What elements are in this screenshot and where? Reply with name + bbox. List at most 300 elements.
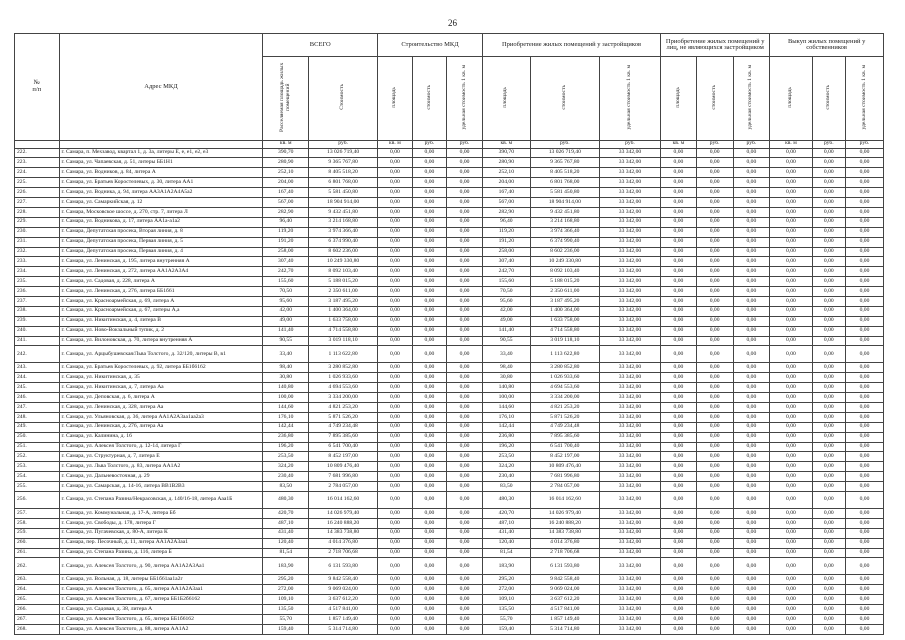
row-address: г. Самара, ул. Алексея Толстого, д. 90, литера АА1А2А3Аа1 (59, 558, 263, 575)
row-value: 33,40 (263, 346, 309, 363)
row-value: 0,00 (696, 198, 733, 208)
row-value: 282,90 (263, 207, 309, 217)
row-value: 5 581 450,80 (530, 188, 599, 198)
row-value: 0,00 (412, 198, 447, 208)
row-value: 0,00 (447, 595, 483, 605)
row-value: 0,00 (846, 148, 884, 158)
row-value: 0,00 (812, 148, 845, 158)
row-value: 10 809 476,40 (309, 462, 378, 472)
row-value: 0,00 (661, 336, 697, 346)
row-value: 14 026 979,40 (309, 508, 378, 518)
row-address: г. Самара, ул. Ленинская, д. 272, литера АА1А2А3А4 (59, 267, 263, 277)
row-value: 176,10 (482, 412, 530, 422)
row-value: 480,30 (482, 491, 530, 508)
row-value: 0,00 (696, 624, 733, 634)
unit-rub: руб. (696, 140, 733, 148)
row-value: 0,00 (812, 548, 845, 558)
row-value: 258,00 (482, 247, 530, 257)
row-value: 0,00 (447, 393, 483, 403)
row-value: 0,00 (846, 336, 884, 346)
header-purchase-dev: Приобретение жилых помещений у застройщиков (482, 34, 660, 57)
row-value: 0,00 (412, 247, 447, 257)
row-value: 0,00 (770, 363, 812, 373)
row-value: 0,00 (661, 148, 697, 158)
row-value: 8 452 197,00 (530, 452, 599, 462)
table-row (15, 207, 884, 217)
row-value: 33 342,00 (599, 257, 660, 267)
row-value: 0,00 (412, 393, 447, 403)
row-address: г. Самара, ул. Садовая, д. 38, литера А (59, 605, 263, 615)
row-value: 0,00 (733, 296, 770, 306)
row-value: 0,00 (812, 287, 845, 297)
row-value: 0,00 (846, 188, 884, 198)
row-value: 0,00 (447, 432, 483, 442)
row-value: 0,00 (661, 605, 697, 615)
row-value: 0,00 (447, 188, 483, 198)
row-value: 0,00 (733, 402, 770, 412)
row-address: г. Самара, ул. Никитинская, д. 4, литера В (59, 316, 263, 326)
row-value: 159,40 (482, 624, 530, 634)
row-value: 0,00 (661, 595, 697, 605)
row-value: 0,00 (378, 624, 413, 634)
row-number: 254. (15, 472, 60, 482)
row-value: 0,00 (696, 383, 733, 393)
table-row (15, 257, 884, 267)
row-value: 0,00 (447, 548, 483, 558)
row-value: 0,00 (812, 306, 845, 316)
row-value: 0,00 (661, 247, 697, 257)
row-value: 33 342,00 (599, 624, 660, 634)
row-number: 235. (15, 277, 60, 287)
row-value: 0,00 (812, 188, 845, 198)
row-address: г. Самара, ул. Пугачевская, д. 80-А, литера К (59, 528, 263, 538)
row-value: 0,00 (412, 306, 447, 316)
row-address: г. Самара, ул. Братьев Коростелевых, д. 92, литера ББ1б6162 (59, 363, 263, 373)
row-value: 282,90 (482, 207, 530, 217)
row-value: 14 026 979,40 (530, 508, 599, 518)
row-value: 0,00 (812, 227, 845, 237)
row-value: 33 342,00 (599, 595, 660, 605)
row-value: 0,00 (696, 491, 733, 508)
sub-cost-total: Стоимость (309, 57, 378, 141)
row-value: 0,00 (696, 432, 733, 442)
row-number: 268. (15, 624, 60, 634)
row-address: г. Самара, ул. Водников, д. 84, литера А (59, 168, 263, 178)
row-value: 0,00 (412, 267, 447, 277)
row-value: 0,00 (661, 296, 697, 306)
table-row (15, 198, 884, 208)
row-address: г. Самара, ул. Алексея Толстого, д. 65, литера ББ1б6162 (59, 615, 263, 625)
row-value: 0,00 (846, 595, 884, 605)
unit-rub: руб. (812, 140, 845, 148)
table-row (15, 482, 884, 492)
row-value: 33 342,00 (599, 422, 660, 432)
row-number: 229. (15, 217, 60, 227)
row-value: 0,00 (412, 432, 447, 442)
row-value: 0,00 (447, 462, 483, 472)
unit-rub: руб. (447, 140, 483, 148)
row-value: 0,00 (733, 267, 770, 277)
table-row (15, 237, 884, 247)
row-value: 0,00 (696, 482, 733, 492)
row-value: 0,00 (447, 277, 483, 287)
row-value: 196,20 (482, 442, 530, 452)
row-value: 6 374 990,40 (309, 237, 378, 247)
row-value: 0,00 (733, 198, 770, 208)
row-value: 0,00 (378, 346, 413, 363)
row-value: 141,40 (482, 326, 530, 336)
row-value: 0,00 (770, 178, 812, 188)
row-value: 0,00 (733, 326, 770, 336)
row-value: 119,20 (482, 227, 530, 237)
row-value: 0,00 (447, 168, 483, 178)
row-value: 0,00 (696, 575, 733, 585)
row-value: 33 342,00 (599, 237, 660, 247)
row-value: 480,30 (263, 491, 309, 508)
row-value: 96,40 (482, 217, 530, 227)
table-row (15, 442, 884, 452)
table-row (15, 422, 884, 432)
row-number: 224. (15, 168, 60, 178)
row-value: 0,00 (696, 326, 733, 336)
row-value: 6 131 593,80 (530, 558, 599, 575)
row-value: 0,00 (412, 188, 447, 198)
row-value: 2 718 706,68 (309, 548, 378, 558)
row-value: 0,00 (846, 472, 884, 482)
row-value: 30,80 (482, 373, 530, 383)
row-value: 16 240 888,20 (530, 518, 599, 528)
row-value: 0,00 (661, 491, 697, 508)
row-value: 0,00 (412, 257, 447, 267)
row-value: 0,00 (770, 518, 812, 528)
row-value: 0,00 (378, 316, 413, 326)
row-value: 0,00 (412, 472, 447, 482)
row-value: 0,00 (770, 188, 812, 198)
row-number: 241. (15, 336, 60, 346)
unit-rub: руб. (599, 140, 660, 148)
row-value: 0,00 (733, 363, 770, 373)
row-value: 0,00 (696, 373, 733, 383)
row-value: 0,00 (812, 585, 845, 595)
row-value: 4 517 841,00 (530, 605, 599, 615)
row-value: 0,00 (733, 615, 770, 625)
row-value: 2 784 057,00 (309, 482, 378, 492)
table-row (15, 508, 884, 518)
row-address: г. Самара, ул. Алексея Толстого, д. 67, литера ББ1Б2б6162 (59, 595, 263, 605)
row-value: 0,00 (447, 237, 483, 247)
row-value: 0,00 (661, 575, 697, 585)
table-row (15, 558, 884, 575)
table-row (15, 432, 884, 442)
row-value: 0,00 (378, 605, 413, 615)
row-value: 4 694 553,60 (530, 383, 599, 393)
table-row (15, 595, 884, 605)
row-value: 9 432 451,80 (530, 207, 599, 217)
row-value: 96,40 (263, 217, 309, 227)
sub-area-dev: площадь (482, 57, 530, 141)
row-address: г. Самара, ул. Коммунальная, д. 17-А, литера Бб (59, 508, 263, 518)
row-address: г. Самара, ул. Свободы, д. 178, литера Г (59, 518, 263, 528)
row-value: 42,00 (263, 306, 309, 316)
row-value: 8 405 518,20 (530, 168, 599, 178)
row-value: 30,80 (263, 373, 309, 383)
table-row (15, 287, 884, 297)
row-value: 0,00 (846, 237, 884, 247)
row-value: 0,00 (378, 188, 413, 198)
row-value: 0,00 (812, 158, 845, 168)
row-value: 390,70 (482, 148, 530, 158)
row-value: 155,60 (263, 277, 309, 287)
row-value: 0,00 (733, 306, 770, 316)
row-value: 420,70 (263, 508, 309, 518)
row-value: 0,00 (696, 217, 733, 227)
row-value: 0,00 (447, 336, 483, 346)
row-value: 0,00 (661, 432, 697, 442)
row-value: 0,00 (378, 148, 413, 158)
row-value: 0,00 (412, 373, 447, 383)
row-value: 0,00 (846, 267, 884, 277)
row-value: 0,00 (378, 595, 413, 605)
header-buyout: Выкуп жилых помещений у собственников (770, 34, 884, 57)
row-value: 0,00 (812, 558, 845, 575)
row-value: 42,00 (482, 306, 530, 316)
row-value: 33 342,00 (599, 306, 660, 316)
row-value: 0,00 (412, 538, 447, 548)
row-value: 0,00 (447, 257, 483, 267)
row-value: 0,00 (696, 237, 733, 247)
row-value: 0,00 (661, 306, 697, 316)
row-address: г. Самара, ул. Ленинская, д. 328, литера Аа (59, 402, 263, 412)
row-value: 0,00 (733, 472, 770, 482)
row-value: 33 342,00 (599, 178, 660, 188)
row-value: 2 350 611,00 (309, 287, 378, 297)
row-value: 4 014 376,80 (309, 538, 378, 548)
row-value: 0,00 (412, 558, 447, 575)
row-value: 0,00 (696, 412, 733, 422)
row-value: 0,00 (846, 528, 884, 538)
row-value: 0,00 (661, 207, 697, 217)
row-value: 252,10 (263, 168, 309, 178)
row-value: 9 842 558,40 (530, 575, 599, 585)
row-value: 0,00 (770, 472, 812, 482)
row-value: 0,00 (812, 575, 845, 585)
row-value: 0,00 (447, 346, 483, 363)
sub-area-nondev: площадь (661, 57, 697, 141)
sub-cost-dev: стоимость (530, 57, 599, 141)
row-value: 33 342,00 (599, 538, 660, 548)
row-value: 0,00 (661, 237, 697, 247)
sub-area-constr: площадь (378, 57, 413, 141)
row-value: 0,00 (812, 247, 845, 257)
table-row (15, 615, 884, 625)
row-address: г. Самара, ул. Красноармейская, д. 67, литеры А,а (59, 306, 263, 316)
row-value: 0,00 (378, 491, 413, 508)
row-value: 0,00 (378, 336, 413, 346)
row-value: 0,00 (770, 402, 812, 412)
row-value: 0,00 (378, 432, 413, 442)
row-value: 0,00 (447, 585, 483, 595)
row-value: 0,00 (661, 363, 697, 373)
row-number: 257. (15, 508, 60, 518)
row-value: 0,00 (378, 412, 413, 422)
sub-cost-nondev: стоимость (696, 57, 733, 141)
row-value: 0,00 (770, 528, 812, 538)
row-value: 0,00 (733, 336, 770, 346)
unit-sqm: кв. м (263, 140, 309, 148)
row-value: 0,00 (447, 158, 483, 168)
row-value: 70,50 (482, 287, 530, 297)
row-value: 295,20 (263, 575, 309, 585)
row-value: 0,00 (770, 482, 812, 492)
row-value: 0,00 (447, 558, 483, 575)
row-value: 0,00 (412, 346, 447, 363)
row-value: 0,00 (812, 178, 845, 188)
row-value: 0,00 (770, 508, 812, 518)
row-value: 6 801 768,00 (309, 178, 378, 188)
row-value: 0,00 (846, 326, 884, 336)
row-value: 0,00 (846, 346, 884, 363)
row-value: 0,00 (696, 188, 733, 198)
row-value: 0,00 (733, 508, 770, 518)
row-value: 0,00 (447, 508, 483, 518)
row-value: 33 342,00 (599, 296, 660, 306)
row-value: 0,00 (812, 508, 845, 518)
row-value: 0,00 (378, 306, 413, 316)
row-number: 237. (15, 296, 60, 306)
unit-blank (59, 140, 263, 148)
row-value: 4 821 253,20 (309, 402, 378, 412)
row-value: 10 809 476,40 (530, 462, 599, 472)
row-value: 9 069 024,00 (530, 585, 599, 595)
row-number: 252. (15, 452, 60, 462)
row-value: 8 092 103,40 (309, 267, 378, 277)
row-value: 95,60 (263, 296, 309, 306)
row-value: 0,00 (733, 158, 770, 168)
row-address: г. Самара, ул. Садовая, д. 228, литера А (59, 277, 263, 287)
table-row (15, 316, 884, 326)
row-value: 3 974 366,40 (530, 227, 599, 237)
row-value: 0,00 (733, 346, 770, 363)
row-value: 81,54 (482, 548, 530, 558)
row-value: 0,00 (846, 615, 884, 625)
row-value: 0,00 (378, 472, 413, 482)
row-value: 0,00 (770, 247, 812, 257)
table-row (15, 538, 884, 548)
row-value: 0,00 (733, 393, 770, 403)
row-number: 251. (15, 442, 60, 452)
row-value: 0,00 (696, 296, 733, 306)
row-value: 98,40 (482, 363, 530, 373)
row-value: 0,00 (661, 482, 697, 492)
row-value: 141,40 (263, 326, 309, 336)
row-value: 0,00 (733, 432, 770, 442)
row-value: 3 280 852,80 (309, 363, 378, 373)
row-value: 0,00 (447, 402, 483, 412)
row-value: 487,10 (482, 518, 530, 528)
row-value: 0,00 (812, 538, 845, 548)
row-value: 33 342,00 (599, 605, 660, 615)
row-value: 7 681 996,80 (309, 472, 378, 482)
row-value: 16 014 162,60 (530, 491, 599, 508)
table-row (15, 363, 884, 373)
row-number: 263. (15, 575, 60, 585)
row-value: 0,00 (812, 595, 845, 605)
row-value: 0,00 (661, 168, 697, 178)
row-value: 0,00 (661, 217, 697, 227)
row-value: 196,20 (263, 442, 309, 452)
row-value: 5 188 015,20 (530, 277, 599, 287)
row-value: 0,00 (696, 615, 733, 625)
row-value: 1 113 622,80 (530, 346, 599, 363)
row-value: 0,00 (846, 624, 884, 634)
row-value: 0,00 (378, 518, 413, 528)
sub-unit-nondev: удельная стоимость 1 кв. м (733, 57, 770, 141)
row-address: г. Самара, Депутатская просека, Первая линия, д. 4 (59, 247, 263, 257)
row-value: 5 871 526,20 (530, 412, 599, 422)
row-value: 33 342,00 (599, 316, 660, 326)
row-value: 13 026 719,40 (530, 148, 599, 158)
row-value: 0,00 (696, 518, 733, 528)
row-value: 0,00 (378, 217, 413, 227)
row-value: 0,00 (412, 326, 447, 336)
row-value: 33 342,00 (599, 432, 660, 442)
row-value: 242,70 (482, 267, 530, 277)
row-address: г. Самара, Московское шоссе, д. 270, стр. 7, литера Л (59, 207, 263, 217)
row-value: 0,00 (846, 422, 884, 432)
row-number: 259. (15, 528, 60, 538)
row-value: 0,00 (696, 257, 733, 267)
header-address: Адрес МКД (59, 34, 263, 141)
row-value: 0,00 (661, 158, 697, 168)
row-value: 0,00 (812, 482, 845, 492)
row-number: 249. (15, 422, 60, 432)
row-value: 0,00 (770, 326, 812, 336)
row-value: 0,00 (733, 491, 770, 508)
row-value: 3 187 495,20 (530, 296, 599, 306)
row-value: 109,10 (263, 595, 309, 605)
row-value: 0,00 (661, 528, 697, 538)
row-value: 0,00 (812, 605, 845, 615)
row-value: 135,50 (482, 605, 530, 615)
row-value: 0,00 (846, 158, 884, 168)
row-number: 256. (15, 491, 60, 508)
header-total: ВСЕГО (263, 34, 378, 57)
row-value: 253,50 (482, 452, 530, 462)
row-value: 0,00 (733, 528, 770, 538)
row-value: 0,00 (846, 178, 884, 188)
row-value: 431,40 (263, 528, 309, 538)
row-value: 253,50 (263, 452, 309, 462)
row-value: 0,00 (447, 267, 483, 277)
row-value: 95,60 (482, 296, 530, 306)
row-value: 2 718 706,68 (530, 548, 599, 558)
row-value: 0,00 (378, 452, 413, 462)
row-value: 0,00 (696, 363, 733, 373)
row-value: 0,00 (733, 462, 770, 472)
row-value: 431,40 (482, 528, 530, 538)
row-value: 0,00 (696, 306, 733, 316)
row-number: 227. (15, 198, 60, 208)
row-value: 0,00 (770, 148, 812, 158)
row-value: 567,00 (482, 198, 530, 208)
row-value: 0,00 (696, 595, 733, 605)
row-value: 0,00 (696, 247, 733, 257)
row-number: 262. (15, 558, 60, 575)
table-body (15, 148, 884, 634)
row-value: 0,00 (696, 277, 733, 287)
row-value: 0,00 (770, 558, 812, 575)
row-value: 0,00 (812, 615, 845, 625)
